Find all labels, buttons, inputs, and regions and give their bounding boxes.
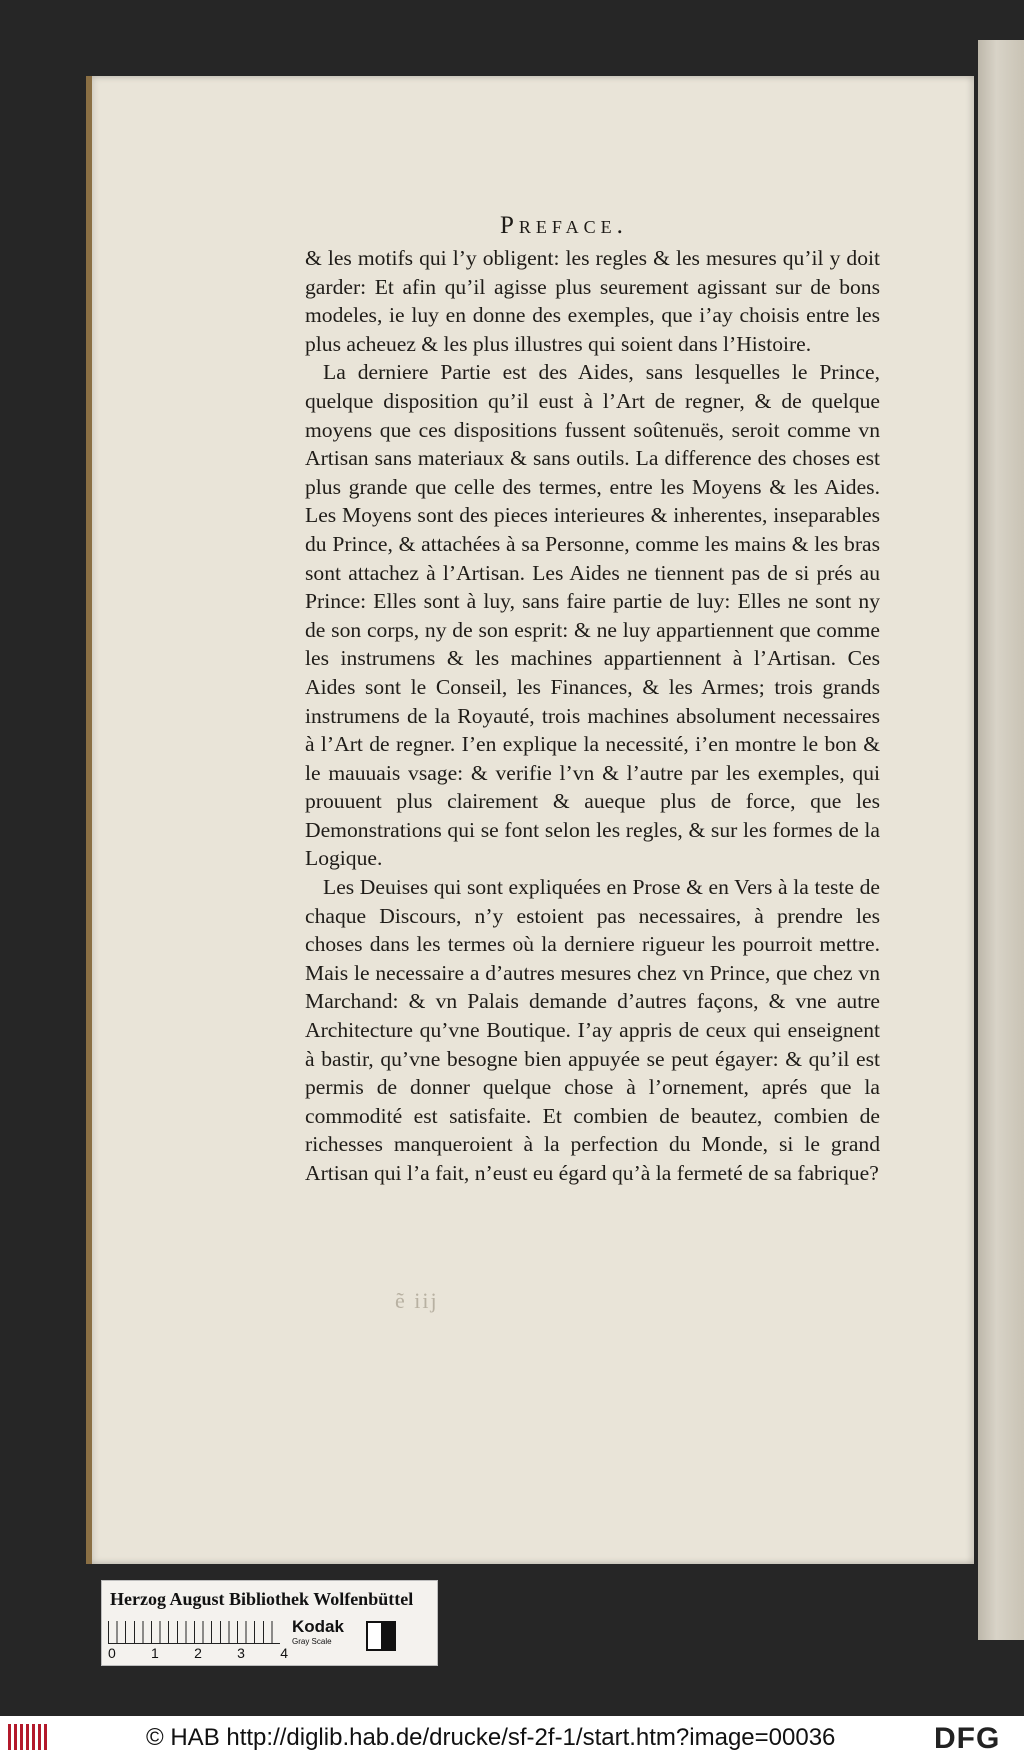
kodak-label: Kodak <box>292 1617 344 1636</box>
running-header: Preface. <box>500 212 628 239</box>
paragraph-3: Les Deuises qui sont expliquées en Prose & en Vers à la teste de chaque Discours, n’y estoient pas necessaires, à prendre les choses dans les termes où la derniere rigueur les pourroit mettre. Mais le necessaire a d’autres mesures chez vn Prince, que chez vn Marchand: & vn Palais demande d’autres façons, & vne autre Architecture qu’vne Boutique. I’ay appris de ceux qui enseignent à bastir, qu’vne besogne bien appuyée se peut égayer: & qu’il est permis de donner quelque chose à l’ornement, aprés que la commodité est satisfaite. Et combien de beautez, combien de richesses manqueroient à la perfection du Monde, si le grand Artisan qui l’a fait, n’eust eu égard qu’à la fermeté de sa fabrique? <box>305 875 880 1185</box>
dfg-logo: DFG <box>934 1722 1001 1755</box>
ruler-number: 1 <box>151 1645 159 1661</box>
grayscale-label: Gray Scale <box>292 1637 332 1646</box>
hab-logo-icon <box>8 1724 48 1750</box>
library-title: Herzog August Bibliothek Wolfenbüttel <box>110 1589 414 1609</box>
footer-bar <box>0 1716 1024 1759</box>
paragraph-2: La derniere Partie est des Aides, sans lesquelles le Prince, quelque disposition qu’il eust à l’Art de regner, & de quelque moyens que ces dispositions fussent soûtenuës, seroit comme vn Artisan sans materiaux & sans outils. La difference des choses est plus grande que celle des termes, entre les Moyens & les Aides. Les Moyens sont des pieces interieures & inherentes, inseparables du Prince, & attachées à sa Personne, comme les mains & les bras sont attachez à l’Artisan. Les Aides ne tiennent pas de si prés au Prince: Elles sont à luy, sans faire partie de luy: Elles ne sont ny de son corps, ny de son esprit: & ne luy appartiennent que comme les instrumens & les machines appartiennent à l’Artisan. Ces Aides sont le Conseil, les Finances, & les Armes; trois grands instrumens de la Royauté, trois machines absolument necessaires à l’Art de regner. I’en explique la necessité, i’en montre le bon & le mauuais vsage: & verifie l’vn & l’autre par les exemples, qui prouuent plus clairement & aueque plus de force, que les Demonstrations qui se font selon les regles, & sur les formes de la Logique. <box>305 360 880 871</box>
ruler-number: 0 <box>108 1645 116 1661</box>
ruler-number: 2 <box>194 1645 202 1661</box>
ruler-number: 4 <box>280 1645 288 1661</box>
footer-url-text[interactable]: © HAB http://diglib.hab.de/drucke/sf-2f-1/start.htm?image=00036 <box>146 1724 836 1751</box>
ruler-numbers <box>108 1645 288 1661</box>
signature-mark: ẽ iij <box>395 1288 439 1313</box>
page-gutter-edge <box>86 76 92 1564</box>
page-body <box>305 244 880 1188</box>
paragraph-1: & les motifs qui l’y obligent: les regles & les mesures qu’il y doit garder: Et afin qu’il agisse plus seurement agissant sur de bons modeles, ie luy en donne des exemples, que i’ay choisis entre les plus acheuez & les plus illustres qui soient dans l’Histoire. <box>305 246 880 356</box>
ruler-number: 3 <box>237 1645 245 1661</box>
ruler-scale <box>108 1621 280 1644</box>
color-reference-card <box>101 1580 438 1666</box>
gray-patch <box>366 1621 396 1651</box>
next-page-edge <box>978 40 1024 1640</box>
